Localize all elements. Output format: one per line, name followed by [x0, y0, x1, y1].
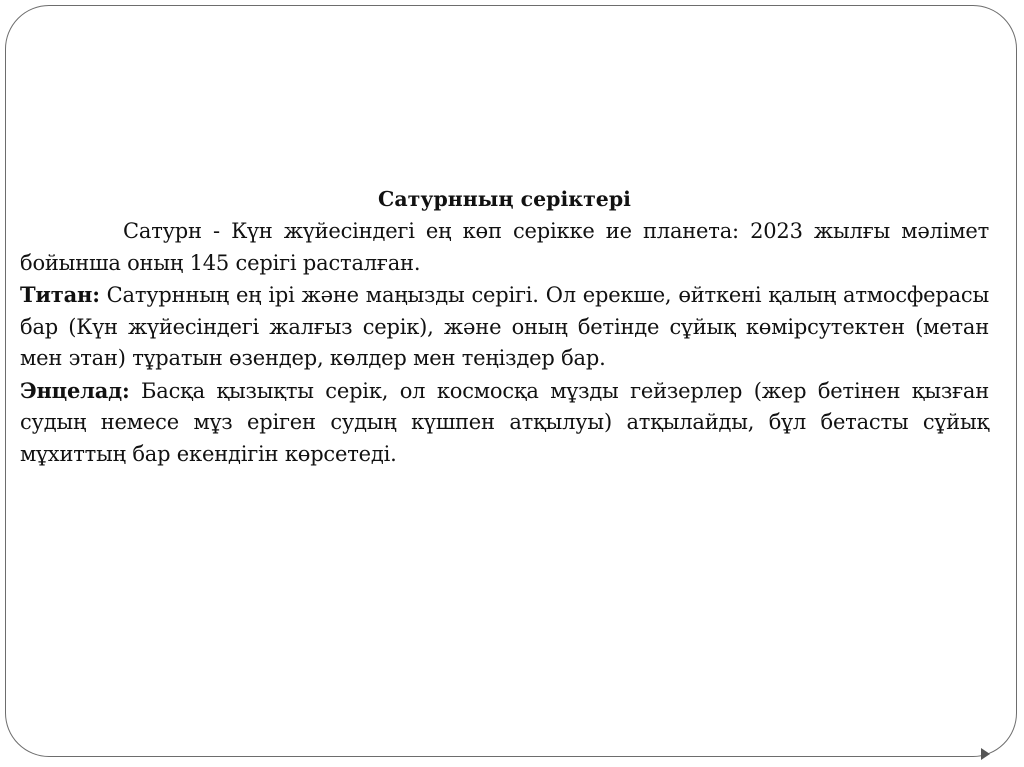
titan-description: Сатурнның ең ірі және маңызды серігі. Ол ерекше, өйткені қалың атмосферасы бар (Күн жүйесіндегі жалғыз серік), және оның бетінде сұйық көмірсутектен (метан мен этан) тұратын өзендер, көлдер мен теңіздер бар.: [20, 283, 989, 370]
enceladus-term: Энцелад:: [20, 377, 130, 403]
next-slide-icon[interactable]: [981, 748, 990, 760]
slide-title: Сатурнның серіктері: [378, 187, 631, 211]
enceladus-description: Басқа қызықты серік, ол космосқа мұзды гейзерлер (жер бетінен қызған судың немесе мұз еріген судың күшпен атқылуы) атқылайды, бұл бетасты сұйық мұхиттың бар екендігін көрсетеді.: [20, 378, 989, 466]
slide-content: [20, 182, 989, 470]
intro-paragraph: Сатурн - Күн жүйесіндегі ең көп серікке ие планета: 2023 жылғы мәлімет бойынша оның 145 серігі расталған.: [20, 219, 989, 275]
titan-paragraph: [20, 279, 989, 375]
enceladus-paragraph: [20, 375, 989, 471]
titan-term: Титан:: [20, 282, 100, 307]
